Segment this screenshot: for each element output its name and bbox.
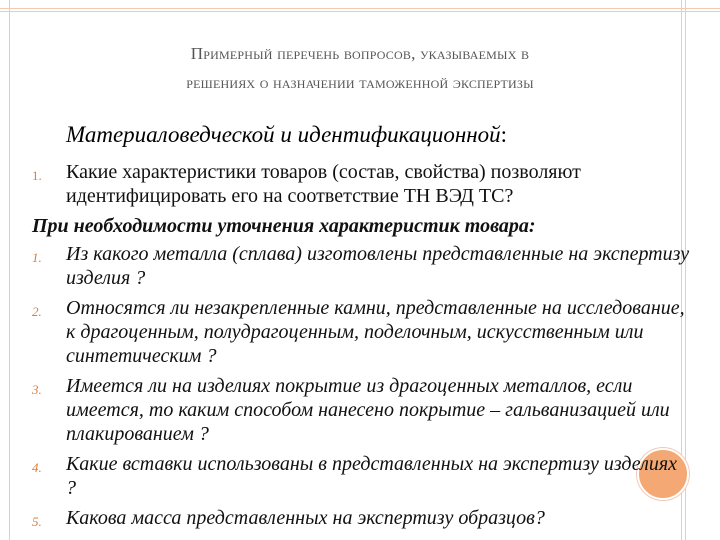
list-item-number: 5. xyxy=(32,514,42,529)
section-heading-colon: : xyxy=(500,122,508,147)
section-heading-material xyxy=(66,122,507,148)
page-title xyxy=(0,40,720,98)
list-item xyxy=(32,242,692,290)
list-item-number: 1. xyxy=(32,168,42,183)
frame-top-line xyxy=(0,8,720,12)
section-heading-text: Материаловедческой и идентификационной xyxy=(66,122,501,147)
list-item xyxy=(32,374,692,446)
list-item-number: 1. xyxy=(32,250,42,265)
list-item-text: Имеется ли на изделиях покрытие из драгоценных металлов, если имеется, то каким способом нанесено покрытие – гальванизацией или плакированием ? xyxy=(66,375,670,445)
list-item-text: Какие характеристики товаров (состав, свойства) позволяют идентифицировать его на соответствие ТН ВЭД ТС? xyxy=(66,161,581,207)
list-item xyxy=(32,160,692,208)
list-item-number: 4. xyxy=(32,460,42,475)
list-item-text: Относятся ли незакрепленные камни, представленные на исследование, к драгоценным, полудрагоценным, поделочным, искусственным или синтетическим ? xyxy=(66,297,685,367)
list-item-number: 3. xyxy=(32,382,42,397)
questions-list xyxy=(32,160,692,530)
list-item-text: Какие вставки использованы в представленных на экспертизу изделиях ? xyxy=(66,453,678,499)
list-item xyxy=(32,296,692,368)
title-line-1: Примерный перечень вопросов, указываемых в xyxy=(190,44,530,63)
list-item-number: 2. xyxy=(32,304,42,319)
title-line-2: решениях о назначении таможенной экспертизы xyxy=(186,72,534,92)
list-item xyxy=(32,506,692,530)
list-item-text: Из какого металла (сплава) изготовлены представленные на экспертизу изделия ? xyxy=(66,243,690,289)
list-item-text: Какова масса представленных на экспертизу образцов? xyxy=(66,507,545,529)
section-heading-clarification: При необходимости уточнения характеристик товара: xyxy=(32,215,536,237)
list-item xyxy=(32,452,692,500)
